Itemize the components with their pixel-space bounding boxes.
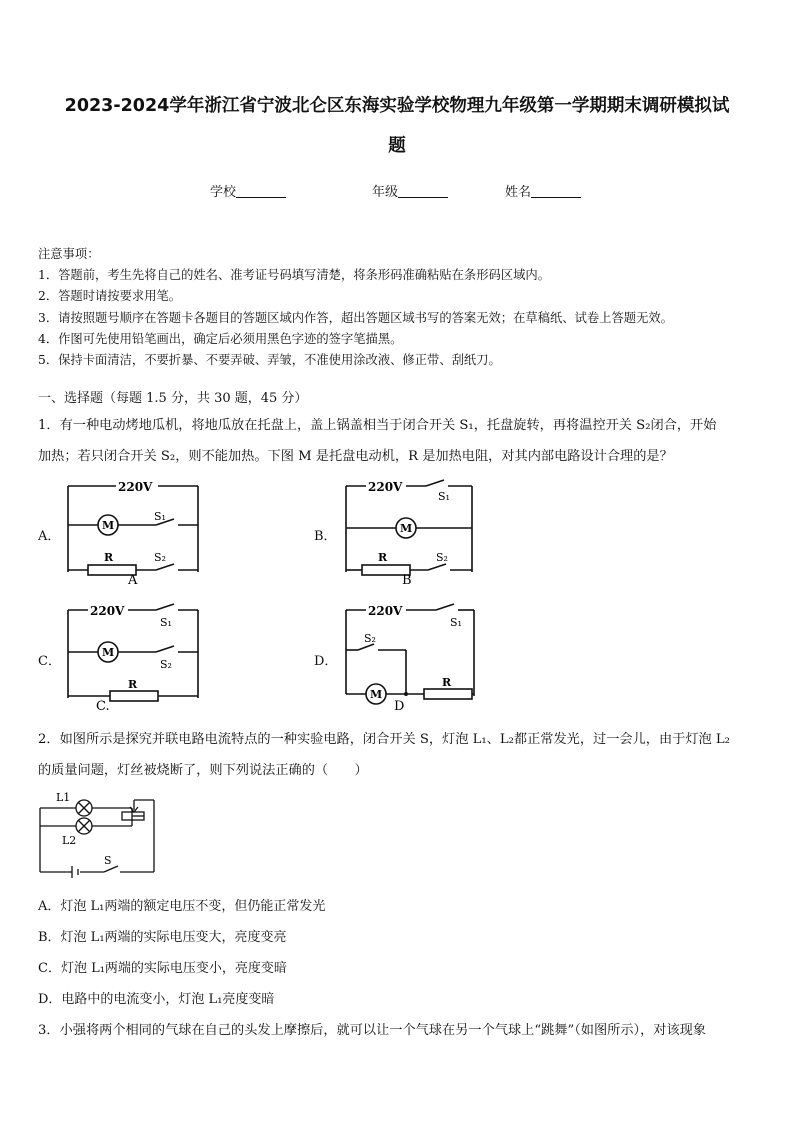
diagram-caption-b: B — [402, 573, 412, 586]
title-line-1: 2023-2024学年浙江省宁波北仑区东海实验学校物理九年级第一学期期末调研模拟试 — [64, 96, 730, 116]
lamp-l2-label: L2 — [62, 834, 77, 847]
diagram-caption-c: C. — [96, 699, 110, 712]
motor-label: M — [370, 688, 383, 701]
notes-heading: 注意事项： — [38, 247, 100, 261]
q2-option-b: B．灯泡 L₁两端的实际电压变大，亮度变亮 — [38, 930, 287, 945]
voltage-label: 220V — [118, 480, 153, 494]
switch-s1-label: S₁ — [438, 490, 450, 503]
note-item: 2．答题时请按要求用笔。 — [38, 289, 182, 304]
q1-line-2: 加热；若只闭合开关 S₂，则不能加热。下图 M 是托盘电动机，R 是加热电阻，对其内部电路设计合理的是？ — [38, 449, 673, 464]
circuit-diagram-b — [340, 476, 482, 586]
q2-line-2: 的质量问题，灯丝被烧断了，则下列说法正确的（ ） — [38, 763, 368, 778]
q1-option-a-label: A． — [38, 529, 61, 544]
school-label: 学校 — [210, 185, 237, 200]
q2-option-d: D．电路中的电流变小，灯泡 L₁亮度变暗 — [38, 992, 275, 1007]
q1-line-1: 1．有一种电动烤地瓜机，将地瓜放在托盘上，盖上锅盖相当于闭合开关 S₁，托盘旋转，再将温控开关 S₂闭合，开始 — [38, 418, 717, 433]
circuit-diagram-c — [62, 600, 204, 712]
voltage-label: 220V — [368, 604, 403, 618]
note-item: 4．作图可先使用铅笔画出，确定后必须用黑色字迹的签字笔描黑。 — [38, 331, 403, 346]
q2-line-1: 2．如图所示是探究并联电路电流特点的一种实验电路，闭合开关 S，灯泡 L₁、L₂都正常发光，过一会儿，由于灯泡 L₂ — [38, 732, 730, 747]
voltage-label: 220V — [368, 480, 403, 494]
junction-dot — [404, 692, 408, 696]
resistor-label: R — [378, 551, 388, 564]
document-title — [30, 86, 764, 166]
motor-label: M — [400, 522, 413, 535]
diagram-caption-a: A — [128, 573, 138, 586]
motor-label: M — [102, 646, 115, 659]
resistor-label: R — [104, 551, 114, 564]
school-field — [210, 181, 286, 200]
note-item: 5．保持卡面清洁，不要折暴、不要弄破、弄皱，不准使用涂改液、修正带、刮纸刀。 — [38, 353, 501, 368]
voltage-label: 220V — [90, 604, 125, 618]
q1-option-b-label: B． — [314, 529, 337, 544]
motor-label: M — [102, 519, 115, 532]
school-blank — [236, 184, 286, 198]
name-label: 姓名 — [505, 185, 532, 200]
q3-line-1: 3．小强将两个相同的气球在自己的头发上摩擦后，就可以让一个气球在另一个气球上“跳舞”（如图所示），对该现象 — [38, 1023, 707, 1038]
switch-s2-label: S₂ — [154, 551, 166, 564]
switch-s1-label: S₁ — [160, 616, 172, 629]
switch-s2-label: S₂ — [436, 551, 448, 564]
q1-option-c-label: C． — [38, 654, 61, 669]
grade-label: 年级 — [372, 185, 399, 200]
q2-option-a: A．灯泡 L₁两端的额定电压不变，但仍能正常发光 — [38, 899, 326, 914]
switch-s2-label: S₂ — [364, 632, 376, 645]
grade-field — [372, 181, 448, 200]
switch-s2-label: S₂ — [160, 658, 172, 671]
circuit-diagram-d — [340, 600, 482, 712]
diagram-caption-d: D — [394, 699, 405, 712]
notes-section — [38, 244, 673, 371]
title-line-2: 题 — [388, 136, 406, 156]
note-item: 3．请按照题号顺序在答题卡各题目的答题区域内作答，超出答题区域书写的答案无效；在草稿纸、试卷上答题无效。 — [38, 310, 673, 325]
lamp-l1-label: L1 — [56, 791, 71, 804]
resistor-label: R — [442, 676, 452, 689]
q1-option-d-label: D． — [314, 654, 338, 669]
grade-blank — [398, 184, 448, 198]
name-field — [505, 181, 581, 200]
note-item: 1．答题前，考生先将自己的姓名、准考证号码填写清楚，将条形码准确粘贴在条形码区域内。 — [38, 268, 550, 283]
name-blank — [531, 184, 581, 198]
section-title: 一、选择题（每题 1.5 分，共 30 题，45 分） — [38, 391, 308, 406]
circuit-diagram-a — [62, 476, 204, 586]
parallel-circuit-diagram — [34, 788, 160, 880]
switch-s-label: S — [104, 854, 112, 867]
switch-s1-label: S₁ — [450, 616, 462, 629]
q2-option-c: C．灯泡 L₁两端的实际电压变小，亮度变暗 — [38, 961, 287, 976]
resistor-label: R — [128, 678, 138, 691]
switch-s1-label: S₁ — [154, 510, 166, 523]
